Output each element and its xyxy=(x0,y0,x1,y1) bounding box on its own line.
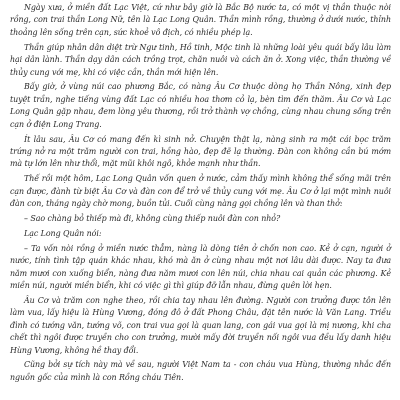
story-paragraph-4: Ít lâu sau, Âu Cơ có mang đến kì sinh nở. Chuyện thật lạ, nàng sinh ra một cái bọc trăm trứng nở ra một trăm người con trai, hồng hào, đẹp đẽ lạ thường. Đàn con không cần bú mớm mà tự lớn lên như thổi, mặt mũi khôi ngô, khỏe mạnh như thần. xyxy=(10,134,391,169)
dialogue-lac-long-quan: – Ta vốn nòi rồng ở miền nước thẳm, nàng là dòng tiên ở chốn non cao. Kẻ ở cạn, người ở nước, tính tình tập quán khác nhau, khó mà ăn ở cùng nhau một nơi lâu dài được. Nay ta đưa năm mươi con xuống biển, nàng đưa năm mươi con lên núi, chia nhau cai quản các phương. Kẻ miền núi, người miền biển, khi có việc gì thì giúp đỡ lẫn nhau, đừng quên lời hẹn. xyxy=(10,243,391,291)
story-paragraph-5: Thế rồi một hôm, Lạc Long Quân vốn quen ở nước, cảm thấy mình không thể sống mãi trên cạn được, đành từ biệt Âu Cơ và đàn con để trở về thủy cung với mẹ. Âu Cơ ở lại một mình nuôi đàn con, tháng ngày chờ mong, buồn tủi. Cuối cùng nàng gọi chồng lên và than thở: xyxy=(10,174,391,209)
story-paragraph-3: Bấy giờ, ở vùng núi cao phương Bắc, có nàng Âu Cơ thuộc dòng họ Thần Nông, xinh đẹp tuyệt trần, nghe tiếng vùng đất Lạc có nhiều hoa thơm cỏ lạ, bèn tìm đến thăm. Âu Cơ và Lạc Long Quân gặp nhau, đem lòng yêu thương, rồi trở thành vợ chồng, cùng nhau chung sống trên cạn ở điện Long Trang. xyxy=(10,82,391,129)
story-paragraph-1: Ngày xưa, ở miền đất Lạc Việt, cứ như bây giờ là Bắc Bộ nước ta, có một vị thần thuộc nòi rồng, con trai thần Long Nữ, tên là Lạc Long Quân. Thần mình rồng, thường ở dưới nước, thỉnh thoảng lên sống trên cạn, sức khoẻ vô địch, có nhiều phép lạ. xyxy=(10,3,391,37)
story-paragraph-10: Cũng bởi sự tích này mà về sau, người Việt Nam ta - con cháu vua Hùng, thường nhắc đến nguồn gốc của mình là con Rồng cháu Tiên. xyxy=(10,360,391,382)
dialogue-intro-lac-long-quan: Lạc Long Quân nói: xyxy=(24,228,102,238)
dialogue-au-co: – Sao chàng bỏ thiếp mà đi, không cùng thiếp nuôi đàn con nhỏ? xyxy=(24,214,281,223)
story-paragraph-2: Thần giúp nhân dân diệt trừ Ngư tinh, Hồ tinh, Mộc tinh là những loài yêu quái bấy lâu làm hại dân lành. Thần dạy dân cách trồng trọt, chăn nuôi và cách ăn ở. Xong việc, thần thường về thủy cung với mẹ, khi có việc cần, thần mới hiện lên. xyxy=(10,42,391,77)
story-paragraph-9: Âu Cơ và trăm con nghe theo, rồi chia tay nhau lên đường. Người con trưởng được tôn lên làm vua, lấy hiệu là Hùng Vương, đóng đô ở đất Phong Châu, đặt tên nước là Văn Lang. Triều đình có tướng văn, tướng võ, con trai vua gọi là quan lang, con gái vua gọi là mị nương, khi cha chết thì ngôi được truyền cho con trưởng, mười mấy đời truyền nối ngôi vua đều lấy danh hiệu Hùng Vương, không hề thay đổi. xyxy=(10,295,391,355)
